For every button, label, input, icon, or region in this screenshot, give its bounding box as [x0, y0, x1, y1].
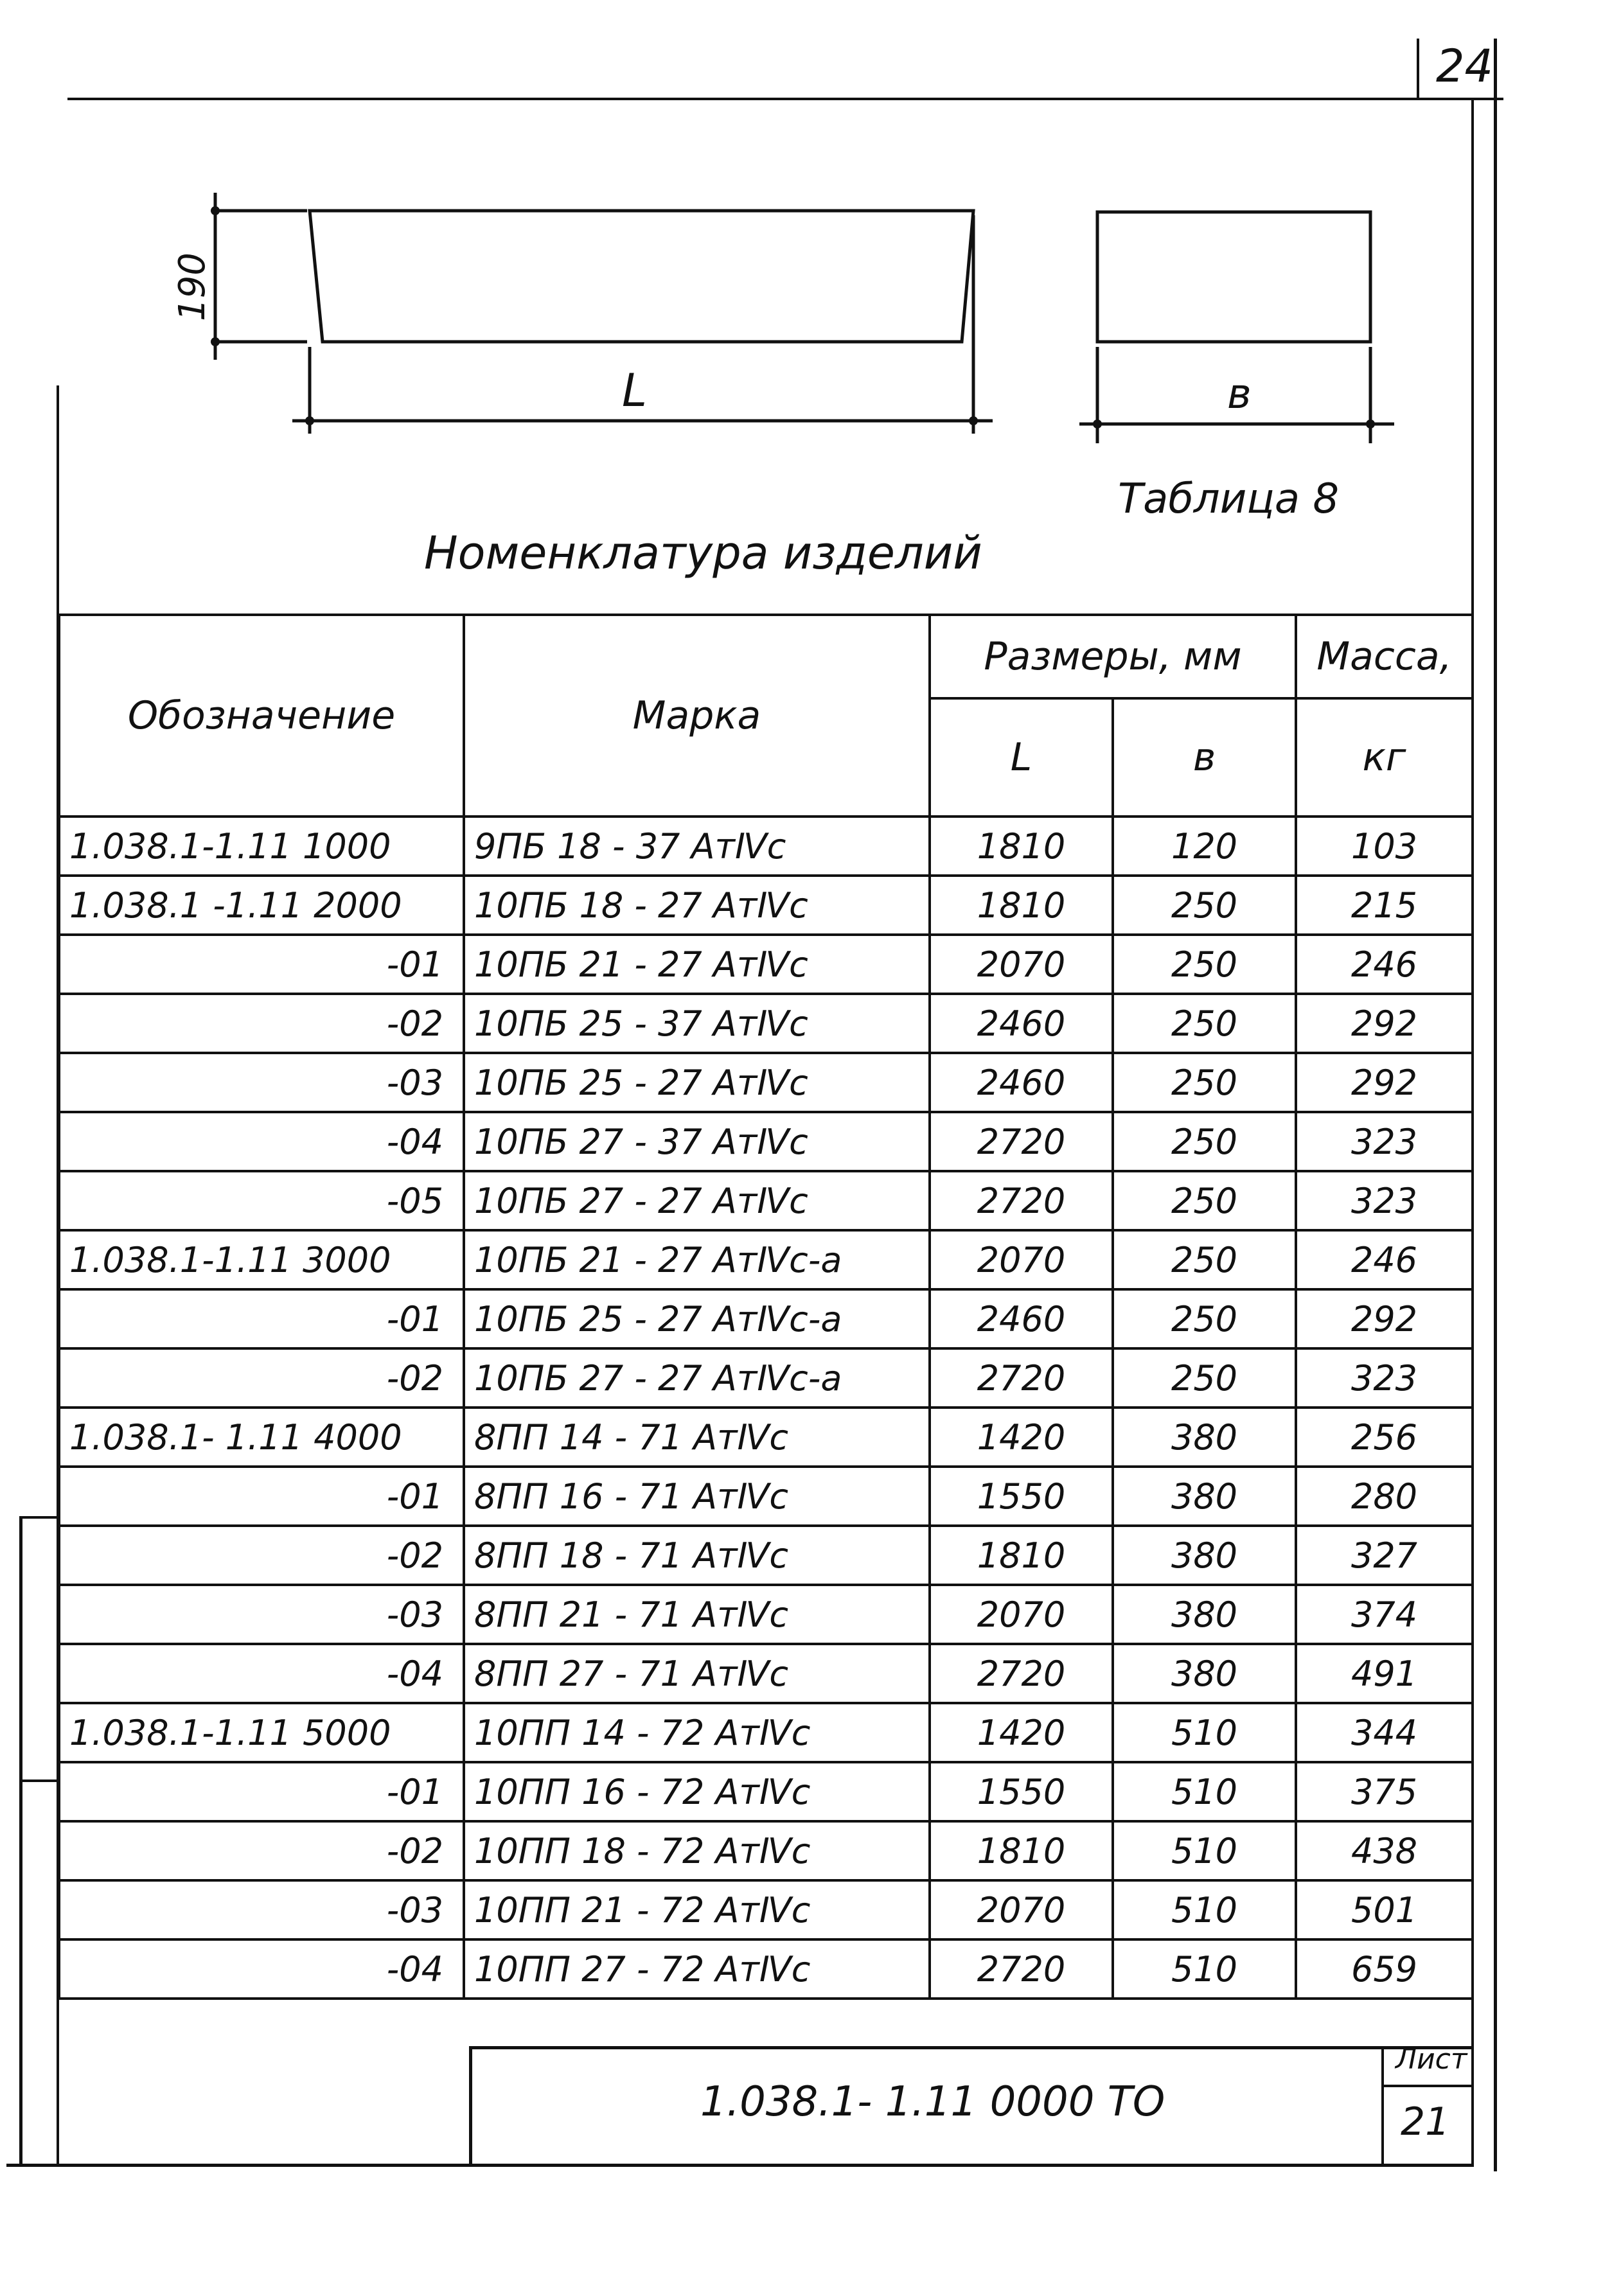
cell-width: 250 — [1113, 1112, 1296, 1171]
cell-designation: -02 — [59, 1821, 464, 1880]
cell-mass: 323 — [1296, 1348, 1473, 1408]
cell-mark: 10ПБ 25 - 27 АтⅣс — [464, 1053, 930, 1112]
cell-length: 1420 — [930, 1408, 1113, 1467]
cell-width: 250 — [1113, 1053, 1296, 1112]
table-row — [59, 1644, 1473, 1703]
cell-designation: -04 — [59, 1939, 464, 1999]
cell-mark: 10ПБ 21 - 27 АтⅣс — [464, 935, 930, 994]
cell-width: 380 — [1113, 1585, 1296, 1644]
cell-length: 1810 — [930, 817, 1113, 876]
cell-mass: 292 — [1296, 994, 1473, 1053]
cell-designation: -01 — [59, 1467, 464, 1526]
table-row — [59, 935, 1473, 994]
table-row — [59, 1112, 1473, 1171]
cell-designation: -02 — [59, 994, 464, 1053]
table-row — [59, 1053, 1473, 1112]
header-mass-unit: кг — [1296, 698, 1473, 817]
table-row — [59, 1408, 1473, 1467]
cell-width: 250 — [1113, 1289, 1296, 1348]
cell-mark: 10ПБ 25 - 27 АтⅣс-а — [464, 1289, 930, 1348]
cell-mass: 374 — [1296, 1585, 1473, 1644]
block-side-view — [310, 211, 973, 342]
cell-mark: 10ПП 18 - 72 АтⅣс — [464, 1821, 930, 1880]
cell-mass: 215 — [1296, 876, 1473, 935]
cell-mass: 323 — [1296, 1171, 1473, 1230]
table-row — [59, 876, 1473, 935]
table-row — [59, 1703, 1473, 1762]
cell-mass: 246 — [1296, 1230, 1473, 1289]
cell-mark: 10ПП 27 - 72 АтⅣс — [464, 1939, 930, 1999]
cell-mass: 256 — [1296, 1408, 1473, 1467]
cell-width: 510 — [1113, 1762, 1296, 1821]
title-block-top-line — [469, 2046, 1471, 2049]
height-dimension-label: 190 — [172, 252, 213, 321]
cell-mark: 10ПБ 25 - 37 АтⅣс — [464, 994, 930, 1053]
header-mass: Масса, — [1296, 615, 1473, 698]
cell-mass: 438 — [1296, 1821, 1473, 1880]
cell-designation: -01 — [59, 1762, 464, 1821]
cell-mass: 375 — [1296, 1762, 1473, 1821]
table-caption: Таблица 8 — [1118, 475, 1340, 523]
cell-width: 380 — [1113, 1526, 1296, 1585]
sheet-number: 21 — [1401, 2099, 1450, 2144]
cell-mark: 10ПБ 18 - 27 АтⅣс — [464, 876, 930, 935]
cell-length: 2720 — [930, 1348, 1113, 1408]
binding-strip-line — [19, 1516, 22, 2165]
cell-mass: 659 — [1296, 1939, 1473, 1999]
cell-length: 1550 — [930, 1467, 1113, 1526]
table-row — [59, 817, 1473, 876]
cell-length: 2070 — [930, 1230, 1113, 1289]
cell-designation: 1.038.1-1.11 1000 — [59, 817, 464, 876]
table-row — [59, 1821, 1473, 1880]
cell-designation: 1.038.1 -1.11 2000 — [59, 876, 464, 935]
cell-designation: 1.038.1-1.11 3000 — [59, 1230, 464, 1289]
cell-designation: -05 — [59, 1171, 464, 1230]
cell-length: 2460 — [930, 1289, 1113, 1348]
table-row — [59, 1289, 1473, 1348]
block-drawing — [0, 0, 1612, 463]
cell-mark: 8ПП 18 - 71 АтⅣс — [464, 1526, 930, 1585]
cell-mass: 292 — [1296, 1053, 1473, 1112]
length-dimension-label: L — [622, 364, 647, 417]
cell-length: 2720 — [930, 1644, 1113, 1703]
cell-length: 2460 — [930, 994, 1113, 1053]
width-dimension-label: в — [1227, 371, 1252, 418]
cell-width: 380 — [1113, 1644, 1296, 1703]
table-row — [59, 1526, 1473, 1585]
header-dimensions: Размеры, мм — [930, 615, 1296, 698]
cell-designation: -02 — [59, 1348, 464, 1408]
cell-designation: 1.038.1- 1.11 4000 — [59, 1408, 464, 1467]
cell-width: 250 — [1113, 1230, 1296, 1289]
cell-width: 510 — [1113, 1821, 1296, 1880]
table-title: Номенклатура изделий — [424, 527, 982, 579]
cell-mark: 10ПБ 27 - 27 АтⅣс-а — [464, 1348, 930, 1408]
cell-width: 250 — [1113, 994, 1296, 1053]
cell-mark: 10ПП 21 - 72 АтⅣс — [464, 1880, 930, 1939]
sheet-cell-left-line — [1381, 2046, 1384, 2165]
cell-length: 2070 — [930, 935, 1113, 994]
table-row — [59, 1762, 1473, 1821]
cell-designation: -01 — [59, 1289, 464, 1348]
table-row — [59, 1939, 1473, 1999]
table-body — [59, 817, 1473, 1999]
cell-mass: 323 — [1296, 1112, 1473, 1171]
cell-width: 250 — [1113, 1348, 1296, 1408]
table-row — [59, 1585, 1473, 1644]
cell-mass: 327 — [1296, 1526, 1473, 1585]
cell-width: 250 — [1113, 876, 1296, 935]
cell-mark: 10ПБ 27 - 27 АтⅣс — [464, 1171, 930, 1230]
cell-length: 2460 — [930, 1053, 1113, 1112]
cell-length: 1810 — [930, 1821, 1113, 1880]
cell-designation: 1.038.1-1.11 5000 — [59, 1703, 464, 1762]
header-dim-l: L — [930, 698, 1113, 817]
page-number: 24 — [1436, 40, 1494, 93]
cell-designation: -04 — [59, 1644, 464, 1703]
cell-length: 2720 — [930, 1939, 1113, 1999]
cell-mark: 10ПП 14 - 72 АтⅣс — [464, 1703, 930, 1762]
cell-width: 120 — [1113, 817, 1296, 876]
cell-designation: -02 — [59, 1526, 464, 1585]
cell-mark: 10ПП 16 - 72 АтⅣс — [464, 1762, 930, 1821]
title-block-left-line — [469, 2046, 472, 2165]
block-end-view — [1097, 212, 1370, 342]
header-mark: Марка — [464, 615, 930, 817]
cell-mass: 280 — [1296, 1467, 1473, 1526]
frame-bottom-line — [6, 2164, 1474, 2167]
cell-designation: -03 — [59, 1880, 464, 1939]
cell-mark: 10ПБ 21 - 27 АтⅣс-а — [464, 1230, 930, 1289]
cell-mark: 8ПП 21 - 71 АтⅣс — [464, 1585, 930, 1644]
table-row — [59, 1880, 1473, 1939]
cell-mass: 292 — [1296, 1289, 1473, 1348]
table-row — [59, 1230, 1473, 1289]
sheet-label: Лист — [1395, 2043, 1467, 2076]
cell-width: 510 — [1113, 1880, 1296, 1939]
cell-width: 510 — [1113, 1703, 1296, 1762]
nomenclature-table — [58, 614, 1474, 2000]
cell-designation: -03 — [59, 1053, 464, 1112]
cell-mass: 491 — [1296, 1644, 1473, 1703]
header-dim-b: в — [1113, 698, 1296, 817]
cell-length: 1550 — [930, 1762, 1113, 1821]
cell-mass: 344 — [1296, 1703, 1473, 1762]
sheet-cell-divider — [1381, 2085, 1471, 2087]
cell-length: 2720 — [930, 1112, 1113, 1171]
document-code: 1.038.1- 1.11 0000 ТО — [700, 2078, 1165, 2126]
cell-width: 380 — [1113, 1408, 1296, 1467]
cell-width: 380 — [1113, 1467, 1296, 1526]
cell-mark: 10ПБ 27 - 37 АтⅣс — [464, 1112, 930, 1171]
cell-length: 1810 — [930, 1526, 1113, 1585]
cell-width: 250 — [1113, 935, 1296, 994]
binding-strip-tick — [19, 1516, 58, 1519]
cell-length: 1810 — [930, 876, 1113, 935]
cell-length: 2070 — [930, 1880, 1113, 1939]
cell-mark: 8ПП 14 - 71 АтⅣс — [464, 1408, 930, 1467]
binding-strip-tick — [19, 1779, 58, 1782]
cell-length: 1420 — [930, 1703, 1113, 1762]
cell-mark: 9ПБ 18 - 37 АтⅣс — [464, 817, 930, 876]
cell-mass: 246 — [1296, 935, 1473, 994]
table-row — [59, 994, 1473, 1053]
table-row — [59, 1348, 1473, 1408]
cell-width: 250 — [1113, 1171, 1296, 1230]
cell-mark: 8ПП 16 - 71 АтⅣс — [464, 1467, 930, 1526]
table-row — [59, 1171, 1473, 1230]
cell-mark: 8ПП 27 - 71 АтⅣс — [464, 1644, 930, 1703]
table-row — [59, 1467, 1473, 1526]
cell-length: 2720 — [930, 1171, 1113, 1230]
cell-mass: 501 — [1296, 1880, 1473, 1939]
cell-designation: -01 — [59, 935, 464, 994]
cell-designation: -04 — [59, 1112, 464, 1171]
cell-length: 2070 — [930, 1585, 1113, 1644]
cell-designation: -03 — [59, 1585, 464, 1644]
header-designation: Обозначение — [59, 615, 464, 817]
cell-width: 510 — [1113, 1939, 1296, 1999]
cell-mass: 103 — [1296, 817, 1473, 876]
